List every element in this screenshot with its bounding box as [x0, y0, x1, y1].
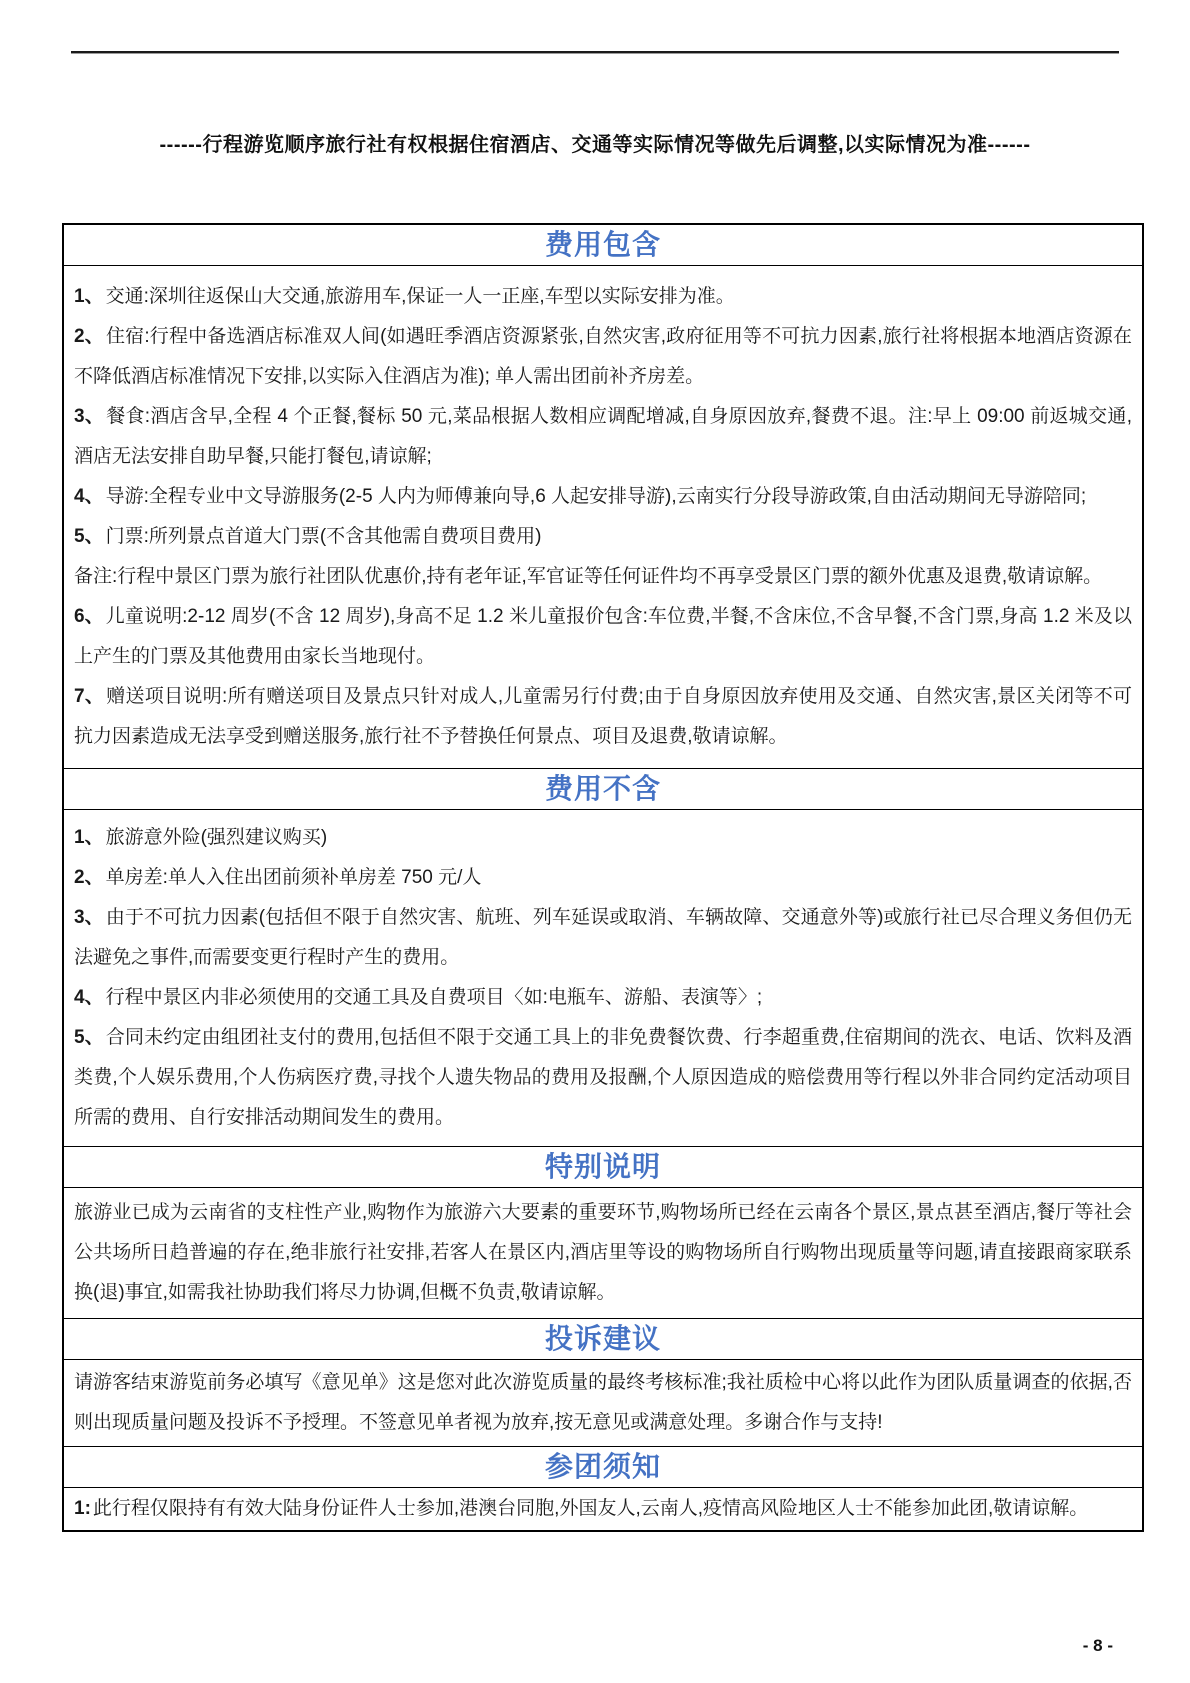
terms-item	[74, 1363, 1132, 1443]
section-title: 费用包含	[544, 229, 661, 260]
terms-item	[74, 477, 1132, 517]
terms-item	[74, 818, 1132, 858]
item-text: 交通:深圳往返保山大交通,旅游用车,保证一人一正座,车型以实际安排为准。	[105, 286, 735, 307]
section-title: 费用不含	[64, 768, 1142, 809]
item-number: 1:	[74, 1498, 91, 1519]
item-text: 旅游业已成为云南省的支柱性产业,购物作为旅游六大要素的重要环节,购物场所已经在云南各个景区,景点甚至酒店,餐厅等社会公共场所日趋普遍的存在,绝非旅行社安排,若客人在景区内,酒店里等设的购物场所自行购物出现质量等问题,请直接跟商家联系换(退)事宜,如需我社协助我们将尽力协调,但概不负责,敬请谅解。	[74, 1202, 1132, 1303]
item-text: 单房差:单人入住出团前须补单房差 750 元/人	[105, 867, 482, 888]
item-text: 餐食:酒店含早,全程 4 个正餐,餐标 50 元,菜品根据人数相应调配增减,自身原因放弃,餐费不退。注:早上 09:00 前返城交通,酒店无法安排自助早餐,只能打餐包,请谅解;	[74, 406, 1132, 467]
terms-item	[74, 898, 1132, 978]
section-title: 特别说明	[64, 1146, 1142, 1187]
item-text: 此行程仅限持有有效大陆身份证件人士参加,港澳台同胞,外国友人,云南人,疫情高风险地区人士不能参加此团,敬请谅解。	[92, 1498, 1089, 1519]
terms-item	[74, 978, 1132, 1018]
item-text: 赠送项目说明:所有赠送项目及景点只针对成人,儿童需另行付费;由于自身原因放弃使用及交通、自然灾害,景区关闭等不可抗力因素造成无法享受到赠送服务,旅行社不予替换任何景点、项目及退费,敬请谅解。	[74, 686, 1132, 747]
item-text: 门票:所列景点首道大门票(不含其他需自费项目费用)	[105, 526, 542, 547]
section-body	[64, 809, 1142, 1146]
terms-item	[74, 557, 1132, 597]
item-text: 旅游意外险(强烈建议购买)	[105, 827, 328, 848]
item-number: 2、	[74, 326, 104, 347]
item-number: 5、	[74, 1027, 104, 1048]
itinerary-adjustment-notice: ------行程游览顺序旅行社有权根据住宿酒店、交通等实际情况等做先后调整,以实际情况为准------	[159, 134, 1031, 156]
item-number: 1、	[74, 827, 104, 848]
section-title: 投诉建议	[64, 1318, 1142, 1359]
header-divider	[71, 51, 1119, 54]
item-text: 行程中景区内非必须使用的交通工具及自费项目〈如:电瓶车、游船、表演等〉;	[105, 987, 763, 1008]
terms-item	[74, 677, 1132, 757]
item-text: 导游:全程专业中文导游服务(2-5 人内为师傅兼向导,6 人起安排导游),云南实行分段导游政策,自由活动期间无导游陪同;	[105, 486, 1087, 507]
item-text: 住宿:行程中备选酒店标准双人间(如遇旺季酒店资源紧张,自然灾害,政府征用等不可抗力因素,旅行社将根据本地酒店资源在不降低酒店标准情况下安排,以实际入住酒店为准); 单人需出团前补齐房差。	[74, 326, 1132, 387]
item-text: 备注:行程中景区门票为旅行社团队优惠价,持有老年证,军官证等任何证件均不再享受景区门票的额外优惠及退费,敬请谅解。	[74, 566, 1103, 587]
terms-item	[74, 317, 1132, 397]
terms-item	[74, 1018, 1132, 1138]
terms-item	[74, 1489, 1132, 1529]
terms-item	[74, 597, 1132, 677]
item-number: 4、	[74, 987, 104, 1008]
item-text: 儿童说明:2-12 周岁(不含 12 周岁),身高不足 1.2 米儿童报价包含:车位费,半餐,不含床位,不含早餐,不含门票,身高 1.2 米及以上产生的门票及其他费用由家长当地现付。	[74, 606, 1132, 667]
item-number: 2、	[74, 867, 104, 888]
section-title: 参团须知	[64, 1446, 1142, 1487]
item-number: 3、	[74, 907, 104, 928]
section-body	[64, 1487, 1142, 1530]
page-number: - 8 -	[1082, 1636, 1113, 1655]
terms-item	[74, 517, 1132, 557]
item-number: 7、	[74, 686, 105, 707]
item-number: 3、	[74, 406, 105, 427]
section-body	[64, 1359, 1142, 1446]
item-text: 请游客结束游览前务必填写《意见单》这是您对此次游览质量的最终考核标准;我社质检中心将以此作为团队质量调查的依据,否则出现质量问题及投诉不予授理。不签意见单者视为放弃,按无意见或满意处理。多谢合作与支持!	[74, 1372, 1132, 1433]
item-text: 由于不可抗力因素(包括但不限于自然灾害、航班、列车延误或取消、车辆故障、交通意外等)或旅行社已尽合理义务但仍无法避免之事件,而需要变更行程时产生的费用。	[74, 907, 1132, 968]
terms-item	[74, 1193, 1132, 1313]
item-number: 4、	[74, 486, 104, 507]
terms-item	[74, 277, 1132, 317]
info-table	[62, 223, 1144, 1532]
section-body	[64, 1187, 1142, 1318]
item-text: 合同未约定由组团社支付的费用,包括但不限于交通工具上的非免费餐饮费、行李超重费,住宿期间的洗衣、电话、饮料及酒类费,个人娱乐费用,个人伤病医疗费,寻找个人遗失物品的费用及报酬,个人原因造成的赔偿费用等行程以外非合同约定活动项目所需的费用、自行安排活动期间发生的费用。	[74, 1027, 1132, 1128]
item-number: 6、	[74, 606, 104, 627]
item-number: 1、	[74, 286, 104, 307]
terms-item	[74, 397, 1132, 477]
terms-item	[74, 858, 1132, 898]
section-body	[64, 265, 1142, 768]
item-number: 5、	[74, 526, 104, 547]
